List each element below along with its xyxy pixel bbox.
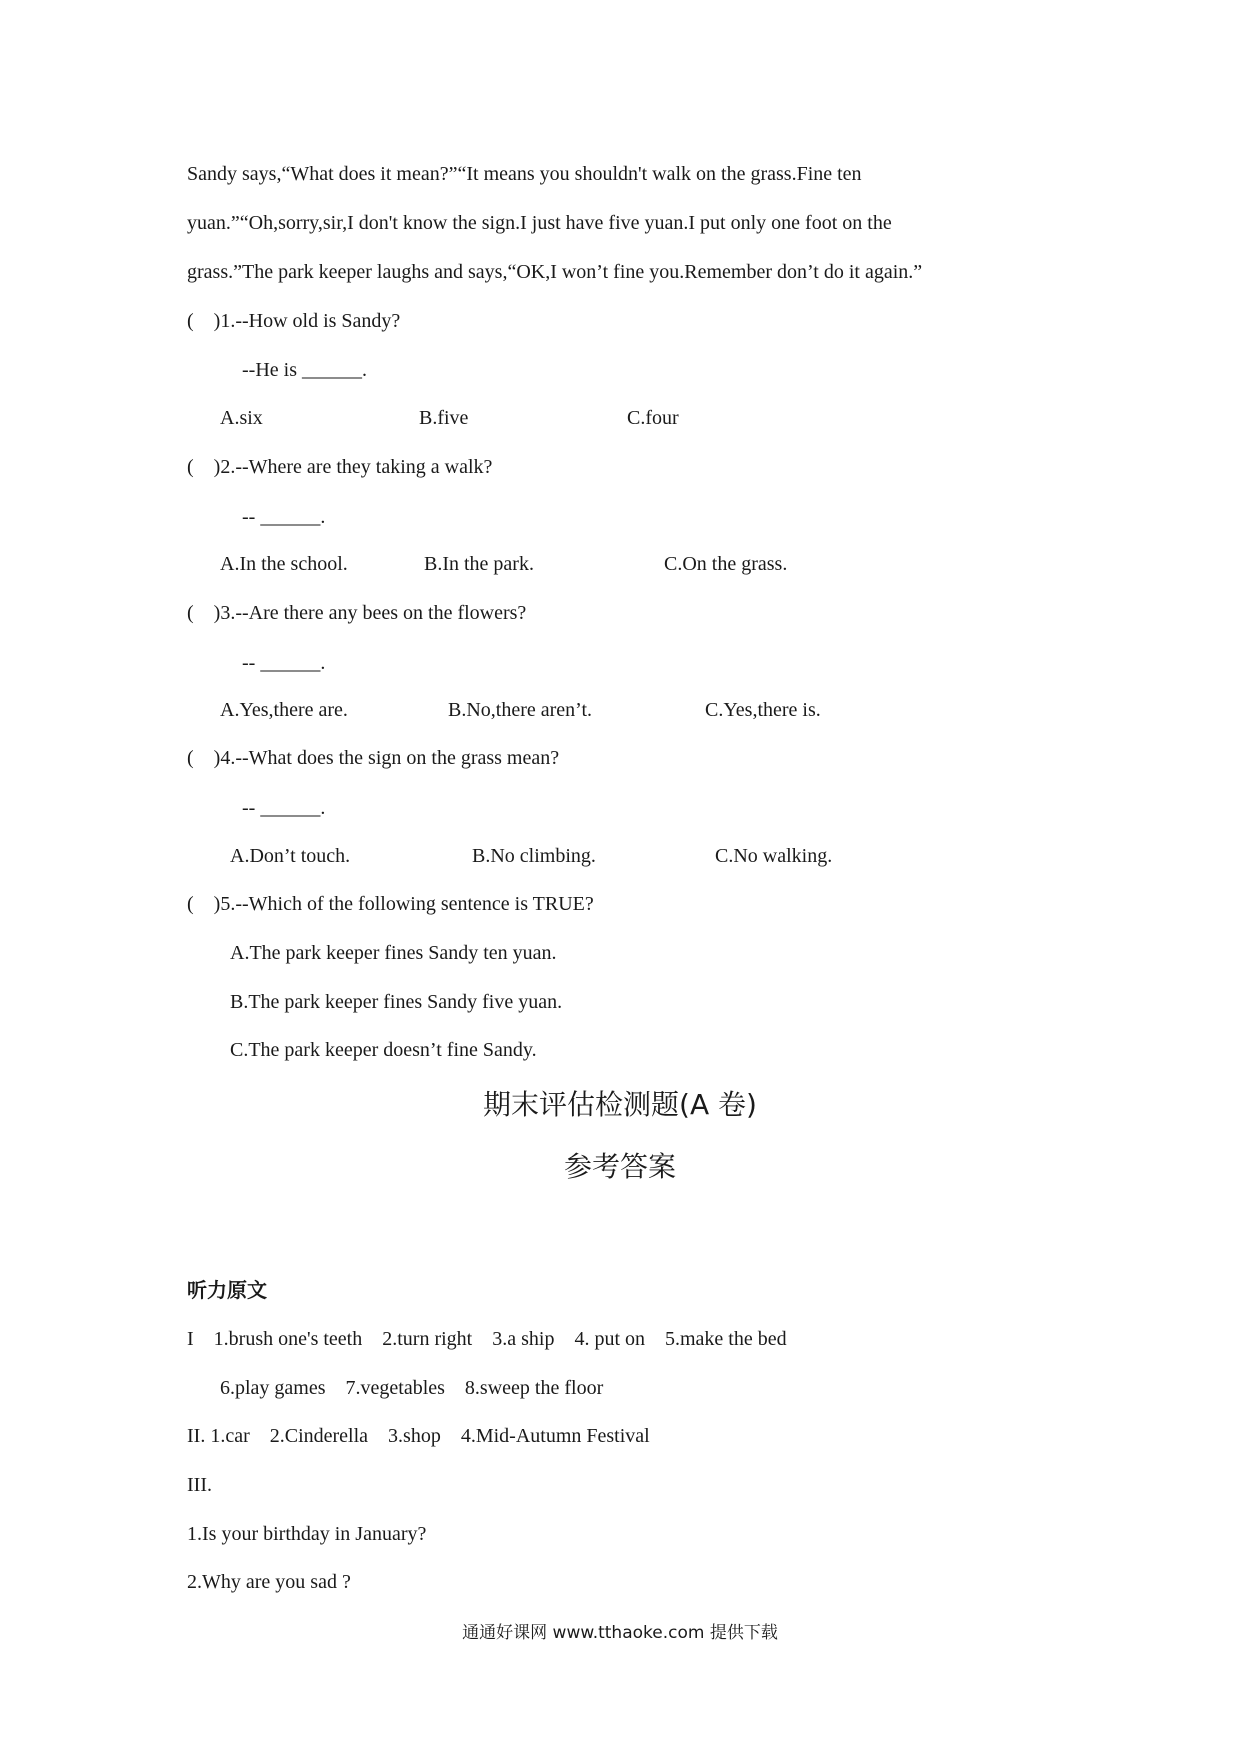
listening-section-1-line-1: I 1.brush one's teeth 2.turn right 3.a ship 4. put on 5.make the bed	[187, 1328, 787, 1350]
question-2-stem: ( )2.--Where are they taking a walk?	[187, 456, 493, 478]
listening-section-3-item-1: 1.Is your birthday in January?	[187, 1523, 427, 1545]
question-4-answer-line: -- ______.	[242, 797, 326, 819]
listening-section-1-line-2: 6.play games 7.vegetables 8.sweep the floor	[220, 1377, 604, 1399]
question-1-stem: ( )1.--How old is Sandy?	[187, 310, 401, 332]
question-5-option-a: A.The park keeper fines Sandy ten yuan.	[230, 942, 557, 964]
question-3-option-b: B.No,there aren’t.	[448, 699, 593, 721]
question-3-option-a: A.Yes,there are.	[220, 699, 348, 721]
listening-heading: 听力原文	[187, 1278, 267, 1302]
listening-section-2: II. 1.car 2.Cinderella 3.shop 4.Mid-Autumn Festival	[187, 1425, 650, 1447]
answer-key-subtitle: 参考答案	[563, 1150, 676, 1183]
question-3-stem: ( )3.--Are there any bees on the flowers?	[187, 602, 527, 624]
question-3-answer-line: -- ______.	[242, 652, 326, 674]
question-1-option-b: B.five	[419, 407, 469, 429]
question-4-option-a: A.Don’t touch.	[230, 845, 351, 867]
question-1-answer-line: --He is ______.	[242, 359, 367, 381]
passage-line-3: grass.”The park keeper laughs and says,“OK,I won’t fine you.Remember don’t do it again.”	[187, 261, 923, 283]
listening-section-3-label: III.	[187, 1474, 212, 1496]
question-4-stem: ( )4.--What does the sign on the grass mean?	[187, 747, 560, 769]
question-2-option-a: A.In the school.	[220, 553, 348, 575]
question-4-option-c: C.No walking.	[715, 845, 833, 867]
question-5-stem: ( )5.--Which of the following sentence is TRUE?	[187, 893, 594, 915]
answer-key-title: 期末评估检测题(A 卷)	[483, 1088, 757, 1121]
question-3-option-c: C.Yes,there is.	[705, 699, 821, 721]
listening-section-3-item-2: 2.Why are you sad ?	[187, 1571, 351, 1593]
question-2-answer-line: -- ______.	[242, 506, 326, 528]
footer-watermark: 通通好课网 www.tthaoke.com 提供下载	[462, 1623, 778, 1643]
passage-line-1: Sandy says,“What does it mean?”“It means you shouldn't walk on the grass.Fine ten	[187, 163, 862, 185]
question-5-option-c: C.The park keeper doesn’t fine Sandy.	[230, 1039, 537, 1061]
question-4-option-b: B.No climbing.	[472, 845, 596, 867]
question-2-option-c: C.On the grass.	[664, 553, 788, 575]
question-5-option-b: B.The park keeper fines Sandy five yuan.	[230, 991, 563, 1013]
question-1-option-c: C.four	[627, 407, 679, 429]
question-2-option-b: B.In the park.	[424, 553, 534, 575]
question-1-option-a: A.six	[220, 407, 263, 429]
passage-line-2: yuan.”“Oh,sorry,sir,I don't know the sign.I just have five yuan.I put only one foot on the	[187, 212, 892, 234]
